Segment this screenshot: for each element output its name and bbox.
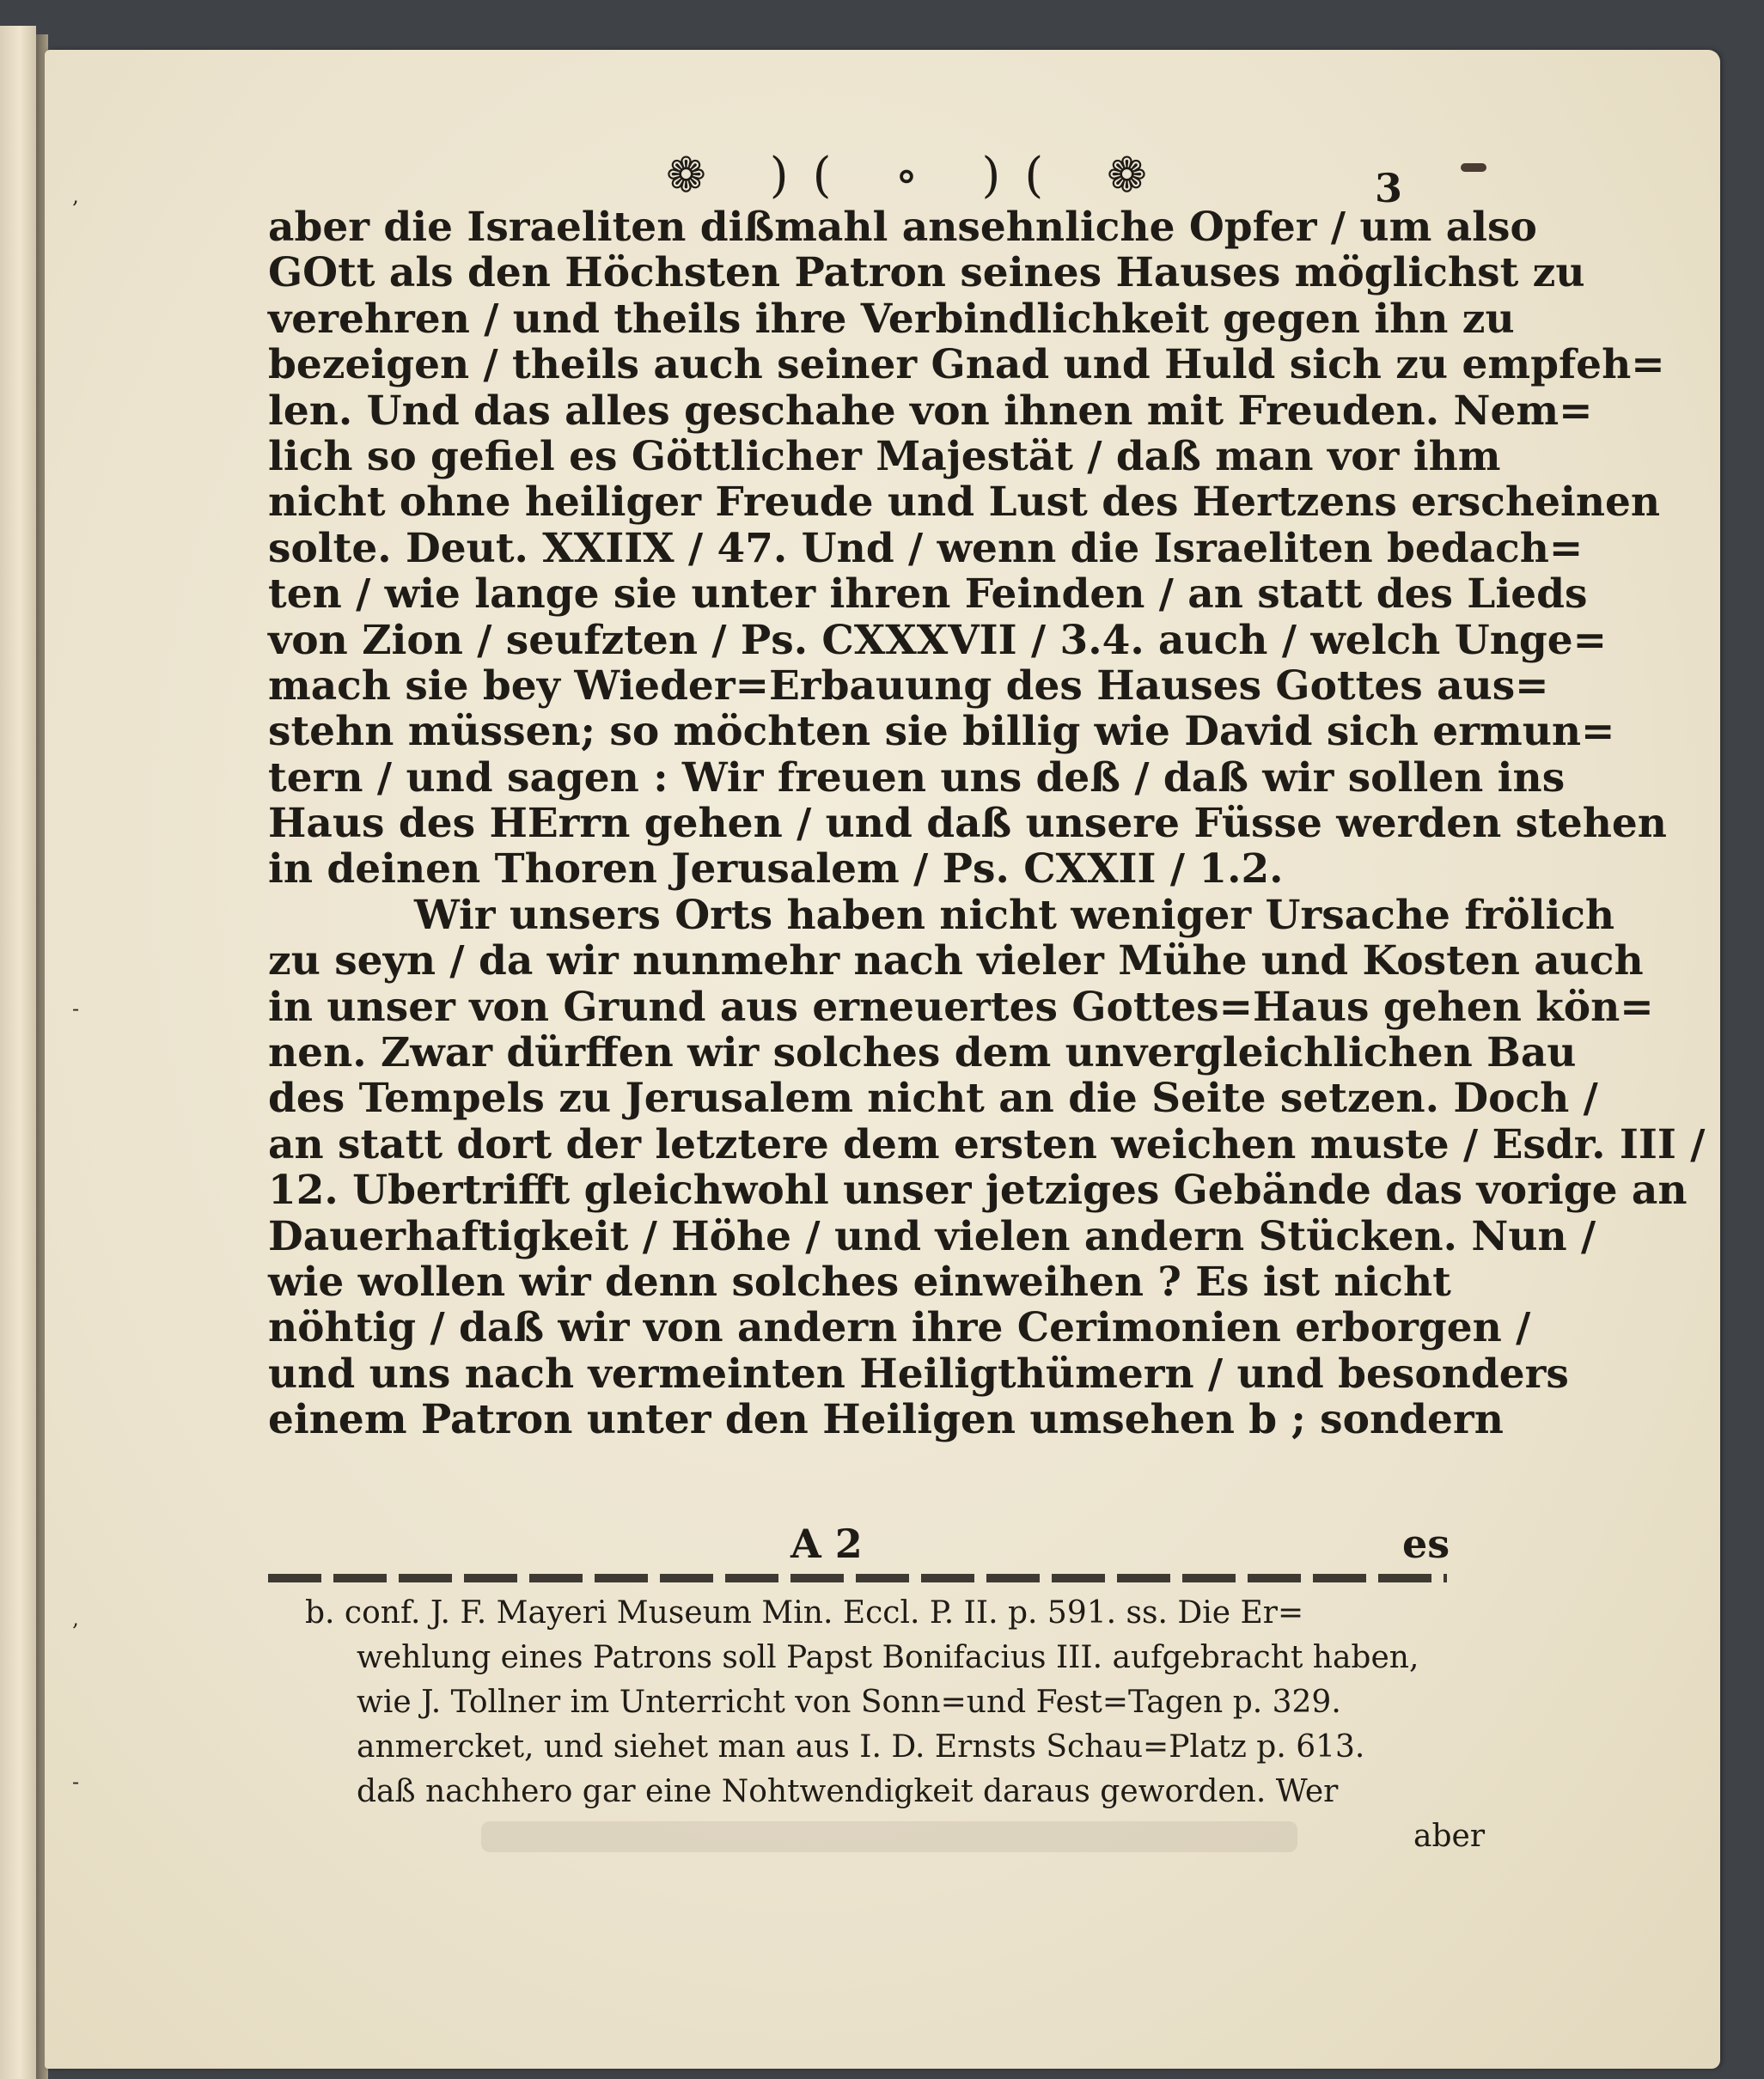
text-line: lich so gefiel es Göttlicher Majestät / daß man vor ihm — [268, 432, 1501, 480]
text-line: Wir unsers Orts haben nicht weniger Ursache frölich — [414, 891, 1615, 939]
facing-page-edge — [0, 26, 36, 2079]
footnote-line: daß nachhero gar eine Nohtwendigkeit daraus geworden. Wer — [357, 1774, 1339, 1809]
footnote-line: b. conf. J. F. Mayeri Museum Min. Eccl. P. II. p. 591. ss. Die Er= — [305, 1595, 1304, 1631]
footnote — [305, 1591, 1486, 1859]
footnote-line: anmercket, und siehet man aus I. D. Ernsts Schau=Platz p. 613. — [357, 1729, 1365, 1765]
text-line: in unser von Grund aus erneuertes Gottes=Haus gehen kön= — [268, 983, 1654, 1031]
signature-mark: A 2 — [790, 1521, 863, 1567]
margin-mark: - — [72, 1770, 80, 1794]
paragraph-2 — [268, 891, 1706, 1444]
ink-mark — [1461, 163, 1486, 172]
text-line: stehn müssen; so möchten sie billig wie David sich ermun= — [268, 708, 1615, 756]
catchword: es — [1402, 1521, 1450, 1567]
page-number: 3 — [1375, 165, 1403, 211]
text-line: mach sie bey Wieder=Erbauung des Hauses Gottes aus= — [268, 662, 1549, 710]
text-line: aber die Israeliten dißmahl ansehnliche Opfer / um also — [268, 204, 1537, 251]
text-line: an statt dort der letztere dem ersten weichen muste / Esdr. III / — [268, 1120, 1706, 1168]
text-line: nöhtig / daß wir von andern ihre Cerimonien erborgen / — [268, 1304, 1531, 1352]
margin-mark: - — [72, 997, 80, 1021]
footnote-rule — [268, 1574, 1447, 1582]
text-line: 12. Ubertrifft gleichwohl unser jetziges Gebände das vorige an — [268, 1167, 1688, 1215]
text-line: und uns nach vermeinten Heiligthümern / und besonders — [268, 1350, 1569, 1398]
text-line: zu seyn / da wir nunmehr nach vieler Mühe und Kosten auch — [268, 937, 1644, 985]
text-line: bezeigen / theils auch seiner Gnad und Huld sich zu empfeh= — [268, 341, 1665, 389]
text-line: ten / wie lange sie unter ihren Feinden / an statt des Lieds — [268, 570, 1588, 619]
text-line: von Zion / seufzten / Ps. CXXXVII / 3.4. auch / welch Unge= — [268, 616, 1608, 664]
text-line: des Tempels zu Jerusalem nicht an die Seite setzen. Doch / — [268, 1075, 1598, 1123]
text-line: solte. Deut. XXIIX / 47. Und / wenn die Israeliten bedach= — [268, 524, 1584, 572]
text-line: nen. Zwar dürffen wir solches dem unvergleichlichen Bau — [268, 1029, 1577, 1077]
footnote-line: aber — [1413, 1819, 1486, 1854]
text-line: verehren / und theils ihre Verbindlichkeit gegen ihn zu — [268, 295, 1515, 343]
text-line: Haus des HErrn gehen / und daß unsere Füsse werden stehen — [268, 800, 1667, 848]
main-text — [268, 204, 1706, 1444]
text-line: len. Und das alles geschahe von ihnen mit Freuden. Nem= — [268, 387, 1593, 435]
footnote-line: wie J. Tollner im Unterricht von Sonn=und Fest=Tagen p. 329. — [357, 1685, 1341, 1720]
footnote-line: wehlung eines Patrons soll Papst Bonifacius III. aufgebracht haben, — [357, 1640, 1419, 1675]
margin-mark: ‚ — [72, 184, 79, 208]
text-line: Dauerhaftigkeit / Höhe / und vielen andern Stücken. Nun / — [268, 1212, 1596, 1260]
header-ornament: ❁ )( ∘ )( ❁ — [666, 148, 1171, 204]
paragraph-1 — [268, 204, 1667, 893]
margin-mark: ‚ — [72, 1606, 79, 1631]
text-line: nicht ohne heiliger Freude und Lust des Hertzens erscheinen — [268, 479, 1661, 527]
text-line: einem Patron unter den Heiligen umsehen b ; sondern — [268, 1396, 1504, 1444]
text-line: GOtt als den Höchsten Patron seines Hauses möglichst zu — [268, 249, 1585, 297]
text-line: tern / und sagen : Wir freuen uns deß / daß wir sollen ins — [268, 753, 1566, 802]
text-line: wie wollen wir denn solches einweihen ? Es ist nicht — [268, 1258, 1451, 1306]
text-line: in deinen Thoren Jerusalem / Ps. CXXII / 1.2. — [268, 845, 1284, 893]
